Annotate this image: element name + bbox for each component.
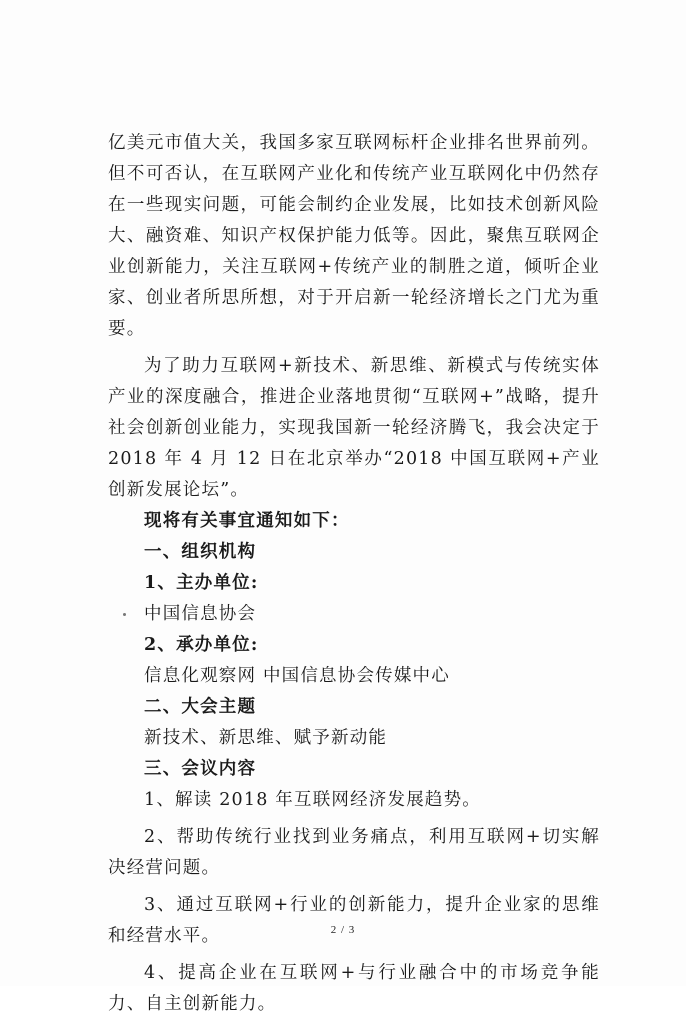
document-body [108, 128, 600, 1020]
section-heading-content: 三、会议内容 [144, 759, 257, 779]
content-item: 2、帮助传统行业找到业务痛点，利用互联网+切实解决经营问题。 [108, 827, 600, 878]
scan-speck [123, 613, 126, 616]
notice-intro: 现将有关事宜通知如下： [144, 511, 350, 531]
paragraph-forum-announcement: 为了助力互联网+新技术、新思维、新模式与传统实体产业的深度融合，推进企业落地贯彻“互联网+”战略，提升社会创新创业能力，实现我国新一轮经济腾飞，我会决定于 2018 年 4 月 12 日在北京举办“2018 中国互联网+产业创新发展论坛”。 [108, 356, 600, 500]
content-item: 3、通过互联网+行业的创新能力，提升企业家的思维和经营水平。 [108, 895, 600, 946]
organizer-value: 信息化观察网 中国信息协会传媒中心 [144, 666, 450, 686]
page-number: 2 / 3 [330, 924, 356, 936]
paragraph-market-value: 亿美元市值大关，我国多家互联网标杆企业排名世界前列。但不可否认，在互联网产业化和传统产业互联网化中仍然存在一些现实问题，可能会制约企业发展，比如技术创新风险大、融资难、知识产权保护能力低等。因此，聚焦互联网企业创新能力，关注互联网+传统产业的制胜之道，倾听企业家、创业者所思所想，对于开启新一轮经济增长之门尤为重要。 [108, 133, 600, 339]
section-heading-organization: 一、组织机构 [144, 542, 257, 562]
content-item: 1、解读 2018 年互联网经济发展趋势。 [144, 790, 481, 810]
sponsor-value: 中国信息协会 [144, 604, 257, 624]
section-heading-theme: 二、大会主题 [144, 697, 257, 717]
theme-value: 新技术、新思维、赋予新动能 [144, 728, 388, 748]
sponsor-label: 1、主办单位: [144, 573, 259, 593]
organizer-label: 2、承办单位: [144, 635, 259, 655]
content-item: 4、提高企业在互联网+与行业融合中的市场竞争能力、自主创新能力。 [108, 963, 600, 1014]
